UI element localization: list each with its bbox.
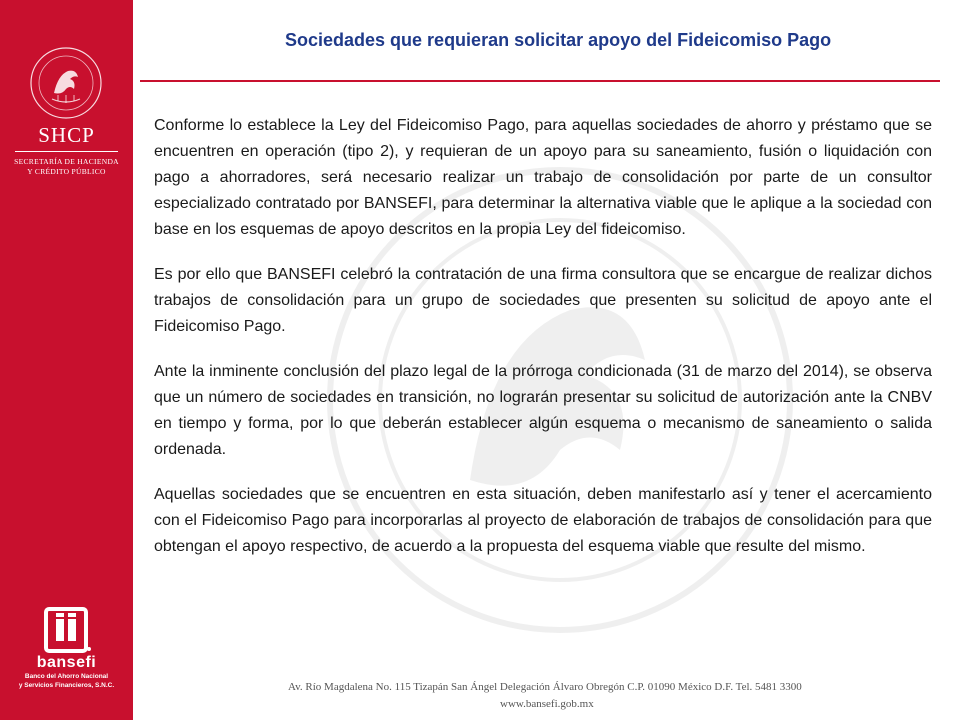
mexican-coat-of-arms-seal-icon [28, 45, 104, 121]
page-title: Sociedades que requieran solicitar apoyo del Fideicomiso Pago [285, 30, 832, 50]
shcp-title: SHCP [38, 123, 95, 147]
bansefi-subtitle-line2: y Servicios Financieros, S.N.C. [18, 682, 115, 689]
paragraph-2: Es por ello que BANSEFI celebró la contratación de una firma consultora que se encargue de realizar dichos trabajos de consolidación para un grupo de sociedades que presenten su solicitud de apoyo ante el Fideicomiso Pago. [154, 266, 932, 335]
bansefi-subtitle-line1: Banco del Ahorro Nacional [24, 673, 109, 680]
footer-address: Av. Río Magdalena No. 115 Tizapán San Ángel Delegación Álvaro Obregón C.P. 01090 México D.F. Tel. 5481 3300 [288, 681, 802, 693]
shcp-subtitle-line1: SECRETARÍA DE HACIENDA [14, 157, 119, 166]
paragraph-3: Ante la inminente conclusión del plazo legal de la prórroga condicionada (31 de marzo del 2014), se observa que un número de sociedades en transición, no lograrán presentar su solicitud de autorización ante la CNBV en tiempo y forma, por lo que deberán establecer algún esquema o mecanismo de saneamiento o salida ordenada. [154, 363, 932, 458]
shcp-divider [15, 151, 118, 152]
paragraph-4: Aquellas sociedades que se encuentren en esta situación, deben manifestarlo así y tener el acercamiento con el Fideicomiso Pago para incorporarlas al proyecto de elaboración de trabajos de consolidación para que obtengan el apoyo respectivo, de acuerdo a la propuesta del esquema viable que resulte del mismo. [154, 486, 932, 555]
shcp-subtitle-line2: Y CRÉDITO PÚBLICO [27, 167, 106, 176]
sidebar [0, 0, 133, 720]
footer-url: www.bansefi.gob.mx [500, 698, 594, 710]
paragraph-1: Conforme lo establece la Ley del Fideicomiso Pago, para aquellas sociedades de ahorro y préstamo que se encuentren en operación (tipo 2), y requieran de un apoyo para su saneamiento, fusión o liquidación con pago a ahorradores, será necesario realizar un trabajo de consolidación por parte de un consultor especializado contratado por BANSEFI, para determinar la alternativa viable que le aplique a la sociedad con base en los esquemas de apoyo descritos en la propia Ley del fideicomiso. [154, 117, 932, 238]
document-body [154, 113, 932, 579]
header-divider [140, 80, 940, 82]
bansefi-name: bansefi [36, 654, 97, 671]
bansefi-logo-icon [36, 605, 96, 655]
